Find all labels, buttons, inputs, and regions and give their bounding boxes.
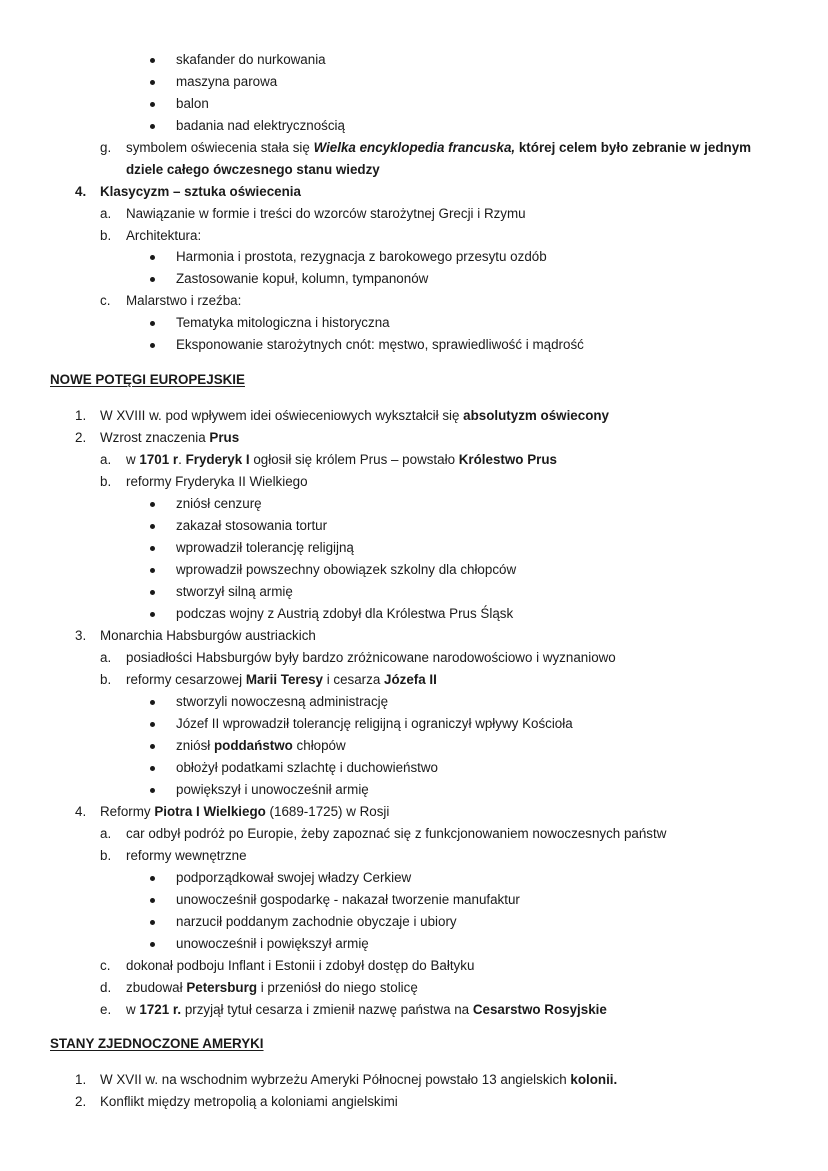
text-segment: Królestwo Prus xyxy=(458,452,557,467)
text-segment: posiadłości Habsburgów były bardzo zróżnicowane narodowościowo i wyznaniowo xyxy=(126,650,616,665)
text-segment: Wzrost znaczenia xyxy=(100,430,210,445)
list-item xyxy=(176,248,547,266)
bullet-icon xyxy=(150,700,155,705)
list-item xyxy=(176,495,262,513)
text-segment: Konflikt między metropolią a koloniami angielskimi xyxy=(100,1094,398,1109)
list-item xyxy=(176,117,345,135)
list-item xyxy=(176,869,411,887)
list-item xyxy=(100,183,301,201)
text-segment: Cesarstwo Rosyjskie xyxy=(472,1002,607,1017)
text-segment: zniósł cenzurę xyxy=(176,496,262,511)
list-item xyxy=(126,139,751,157)
text-segment: reformy wewnętrzne xyxy=(126,848,247,863)
list-item xyxy=(176,561,516,579)
text-segment: Józef II wprowadził tolerancję religijną i ograniczył wpływy Kościoła xyxy=(176,716,573,731)
bullet-icon xyxy=(150,321,155,326)
list-item xyxy=(176,605,513,623)
list-item xyxy=(126,227,201,245)
text-segment: . xyxy=(178,452,186,467)
text-segment: badania nad elektrycznością xyxy=(176,118,345,133)
text-segment: balon xyxy=(176,96,209,111)
text-segment: Harmonia i prostota, rezygnacja z barokowego przesytu ozdób xyxy=(176,249,547,264)
text-segment: kolonii. xyxy=(570,1072,618,1087)
number-marker: 1. xyxy=(75,1072,87,1087)
number-marker: 2. xyxy=(75,1094,87,1109)
text-segment: W XVIII w. pod wpływem idei oświeceniowych wykształcił się xyxy=(100,408,464,423)
text-segment: W XVII w. na wschodnim wybrzeżu Ameryki Północnej powstało 13 angielskich xyxy=(100,1072,571,1087)
text-segment: podporządkował swojej władzy Cerkiew xyxy=(176,870,412,885)
list-item xyxy=(126,847,247,865)
letter-marker: b. xyxy=(100,228,112,243)
list-item xyxy=(126,825,666,843)
list-item xyxy=(100,407,609,425)
bullet-icon xyxy=(150,502,155,507)
list-item xyxy=(176,737,346,755)
bullet-icon xyxy=(150,80,155,85)
number-marker: 2. xyxy=(75,430,87,445)
bullet-icon xyxy=(150,766,155,771)
list-item xyxy=(126,161,380,179)
text-segment: symbolem oświecenia stała się xyxy=(126,140,314,155)
text-segment: Józefa II xyxy=(384,672,437,687)
bullet-icon xyxy=(150,744,155,749)
text-segment: Marii Teresy xyxy=(245,672,323,687)
text-segment: chłopów xyxy=(292,738,346,753)
text-segment: Klasycyzm – sztuka oświecenia xyxy=(100,184,301,199)
list-item xyxy=(176,583,293,601)
bullet-icon xyxy=(150,898,155,903)
letter-marker: e. xyxy=(100,1002,112,1017)
text-segment: Eksponowanie starożytnych cnót: męstwo, sprawiedliwość i mądrość xyxy=(176,337,584,352)
bullet-icon xyxy=(150,590,155,595)
text-segment: zbudował xyxy=(126,980,187,995)
list-item xyxy=(176,95,209,113)
text-segment: i cesarza xyxy=(322,672,385,687)
text-segment: zniósł xyxy=(176,738,214,753)
section-heading xyxy=(50,371,245,389)
list-item xyxy=(176,517,327,535)
list-item xyxy=(176,715,573,733)
text-segment: Piotra I Wielkiego xyxy=(154,804,266,819)
list-item xyxy=(126,473,308,491)
text-segment: dokonał podboju Inflant i Estonii i zdobył dostęp do Bałtyku xyxy=(126,958,475,973)
list-item xyxy=(126,451,557,469)
letter-marker: a. xyxy=(100,650,112,665)
text-segment: skafander do nurkowania xyxy=(176,52,326,67)
number-marker: 3. xyxy=(75,628,87,643)
text-segment: ogłosił się królem Prus – powstało xyxy=(249,452,459,467)
letter-marker: g. xyxy=(100,140,112,155)
bullet-icon xyxy=(150,942,155,947)
list-item xyxy=(176,73,277,91)
list-item xyxy=(176,270,428,288)
text-segment: reformy cesarzowej xyxy=(126,672,246,687)
text-segment: stworzyli nowoczesną administrację xyxy=(176,694,389,709)
list-item xyxy=(100,803,389,821)
bullet-icon xyxy=(150,102,155,107)
text-segment: Monarchia Habsburgów austriackich xyxy=(100,628,316,643)
list-item xyxy=(100,1093,398,1111)
list-item xyxy=(126,957,474,975)
text-segment: zakazał stosowania tortur xyxy=(176,518,328,533)
list-item xyxy=(126,1001,607,1019)
text-segment: Zastosowanie kopuł, kolumn, tympanonów xyxy=(176,271,429,286)
text-segment: i przeniósł do niego stolicę xyxy=(257,980,418,995)
list-item xyxy=(176,935,369,953)
text-segment: w xyxy=(126,1002,140,1017)
letter-marker: a. xyxy=(100,206,112,221)
list-item xyxy=(126,649,616,667)
list-item xyxy=(176,314,390,332)
text-segment: Fryderyk I xyxy=(185,452,250,467)
text-segment: w xyxy=(126,452,140,467)
list-item xyxy=(126,205,526,223)
text-segment: Reformy xyxy=(100,804,155,819)
text-segment: 1721 r. xyxy=(139,1002,182,1017)
list-item xyxy=(176,51,326,69)
text-segment: obłożył podatkami szlachtę i duchowieństwo xyxy=(176,760,439,775)
letter-marker: b. xyxy=(100,672,112,687)
list-item xyxy=(176,693,388,711)
text-segment: poddaństwo xyxy=(213,738,293,753)
list-item xyxy=(100,429,239,447)
text-segment: stworzył silną armię xyxy=(176,584,293,599)
bullet-icon xyxy=(150,788,155,793)
text-segment: maszyna parowa xyxy=(176,74,278,89)
text-segment: powiększył i unowocześnił armię xyxy=(176,782,369,797)
text-segment: dziele całego ówczesnego stanu wiedzy xyxy=(126,162,380,177)
text-segment: (1689-1725) w Rosji xyxy=(265,804,390,819)
list-item xyxy=(176,891,520,909)
list-item xyxy=(176,539,354,557)
text-segment: wprowadził tolerancję religijną xyxy=(176,540,354,555)
text-segment: Nawiązanie w formie i treści do wzorców starożytnej Grecji i Rzymu xyxy=(126,206,526,221)
list-item xyxy=(176,781,369,799)
text-segment: której celem było zebranie w jednym xyxy=(515,140,752,155)
number-marker: 4. xyxy=(75,184,87,199)
section-heading xyxy=(50,1035,264,1053)
bullet-icon xyxy=(150,58,155,63)
bullet-icon xyxy=(150,343,155,348)
text-segment: Architektura: xyxy=(126,228,202,243)
list-item xyxy=(100,1071,617,1089)
letter-marker: b. xyxy=(100,474,112,489)
bullet-icon xyxy=(150,876,155,881)
text-segment: 1701 r xyxy=(139,452,179,467)
text-segment: unowocześnił i powiększył armię xyxy=(176,936,369,951)
bullet-icon xyxy=(150,568,155,573)
list-item xyxy=(126,979,418,997)
list-item xyxy=(176,336,584,354)
letter-marker: d. xyxy=(100,980,112,995)
bullet-icon xyxy=(150,277,155,282)
text-segment: przyjął tytuł cesarza i zmienił nazwę państwa na xyxy=(181,1002,473,1017)
text-segment: Wielka encyklopedia francuska, xyxy=(313,140,516,155)
text-segment: reformy Fryderyka II Wielkiego xyxy=(126,474,308,489)
bullet-icon xyxy=(150,722,155,727)
letter-marker: a. xyxy=(100,452,112,467)
letter-marker: c. xyxy=(100,293,111,308)
bullet-icon xyxy=(150,124,155,129)
letter-marker: a. xyxy=(100,826,112,841)
text-segment: Malarstwo i rzeźba: xyxy=(126,293,242,308)
letter-marker: c. xyxy=(100,958,111,973)
letter-marker: b. xyxy=(100,848,112,863)
bullet-icon xyxy=(150,612,155,617)
list-item xyxy=(176,913,457,931)
bullet-icon xyxy=(150,546,155,551)
text-segment: Tematyka mitologiczna i historyczna xyxy=(176,315,390,330)
text-segment: STANY ZJEDNOCZONE AMERYKI xyxy=(50,1036,264,1051)
list-item xyxy=(100,627,316,645)
text-segment: absolutyzm oświecony xyxy=(463,408,610,423)
text-segment: unowocześnił gospodarkę - nakazał tworzenie manufaktur xyxy=(176,892,520,907)
text-segment: podczas wojny z Austrią zdobył dla Królestwa Prus Śląsk xyxy=(176,606,514,621)
bullet-icon xyxy=(150,920,155,925)
list-item xyxy=(176,759,438,777)
text-segment: NOWE POTĘGI EUROPEJSKIE xyxy=(50,372,245,387)
list-item xyxy=(126,292,241,310)
number-marker: 1. xyxy=(75,408,87,423)
list-item xyxy=(126,671,437,689)
bullet-icon xyxy=(150,255,155,260)
text-segment: wprowadził powszechny obowiązek szkolny dla chłopców xyxy=(176,562,517,577)
text-segment: car odbył podróż po Europie, żeby zapoznać się z funkcjonowaniem nowoczesnych państw xyxy=(126,826,667,841)
text-segment: Prus xyxy=(209,430,240,445)
text-segment: Petersburg xyxy=(186,980,258,995)
text-segment: narzucił poddanym zachodnie obyczaje i ubiory xyxy=(176,914,457,929)
number-marker: 4. xyxy=(75,804,87,819)
bullet-icon xyxy=(150,524,155,529)
